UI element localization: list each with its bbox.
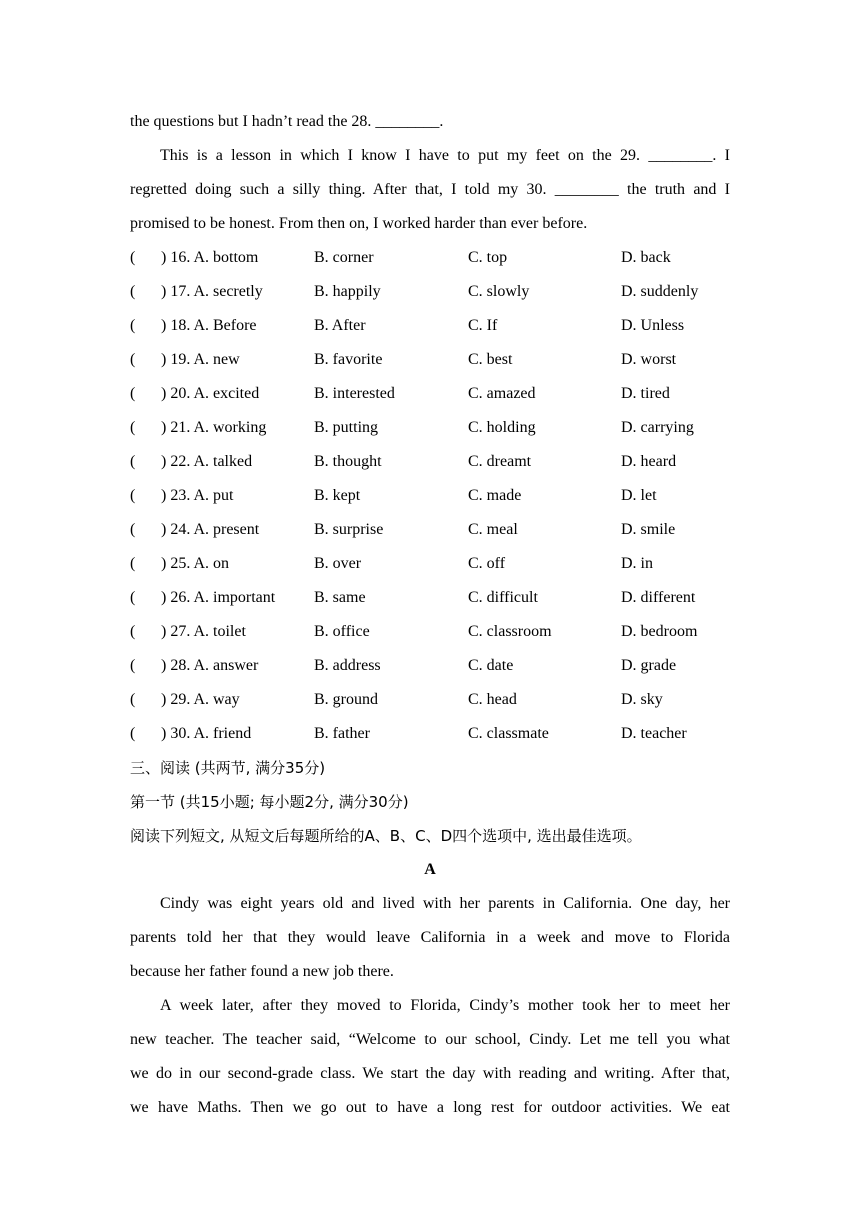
option-b: B. kept [314, 487, 361, 504]
option-d: D. suddenly [621, 283, 699, 300]
answer-bracket: ( [130, 657, 136, 674]
option-a: ) 16. A. bottom [161, 249, 259, 266]
option-a: ) 24. A. present [161, 521, 260, 538]
option-d: D. smile [621, 521, 676, 538]
option-b: B. interested [314, 385, 395, 402]
option-a: ) 23. A. put [161, 487, 234, 504]
option-d: D. Unless [621, 317, 685, 334]
passage-line: This is a lesson in which I know I have to put my feet on the 29. ________. I [160, 147, 730, 164]
option-d: D. heard [621, 453, 677, 470]
option-b: B. surprise [314, 521, 384, 538]
option-c: C. top [468, 249, 508, 266]
question-row [130, 241, 730, 275]
question-row [130, 411, 730, 445]
subsection-heading: 第一节 (共15小题; 每小题2分, 满分30分) [130, 793, 409, 811]
option-c: C. dreamt [468, 453, 532, 470]
option-c: C. off [468, 555, 506, 572]
answer-bracket: ( [130, 283, 136, 300]
answer-bracket: ( [130, 589, 136, 606]
option-b: B. corner [314, 249, 374, 266]
option-a: ) 17. A. secretly [161, 283, 263, 300]
passage-line: promised to be honest. From then on, I worked harder than ever before. [130, 215, 588, 232]
question-row [130, 377, 730, 411]
option-a: ) 19. A. new [161, 351, 240, 368]
question-row [130, 547, 730, 581]
passage-line: we do in our second-grade class. We start the day with reading and writing. After that, [130, 1065, 730, 1082]
question-list [130, 241, 730, 751]
answer-bracket: ( [130, 521, 136, 538]
answer-bracket: ( [130, 351, 136, 368]
answer-bracket: ( [130, 623, 136, 640]
option-a: ) 30. A. friend [161, 725, 252, 742]
passage-line: parents told her that they would leave California in a week and move to Florida [130, 929, 730, 946]
question-row [130, 309, 730, 343]
option-b: B. ground [314, 691, 378, 708]
option-c: C. difficult [468, 589, 538, 606]
answer-bracket: ( [130, 385, 136, 402]
question-row [130, 717, 730, 751]
option-b: B. father [314, 725, 370, 742]
option-d: D. carrying [621, 419, 694, 436]
answer-bracket: ( [130, 419, 136, 436]
option-c: C. amazed [468, 385, 536, 402]
option-a: ) 28. A. answer [161, 657, 259, 674]
option-c: C. best [468, 351, 513, 368]
answer-bracket: ( [130, 249, 136, 266]
option-d: D. in [621, 555, 653, 572]
question-row [130, 479, 730, 513]
passage-line: Cindy was eight years old and lived with her parents in California. One day, her [160, 895, 730, 912]
answer-bracket: ( [130, 725, 136, 742]
passage-label: A [424, 861, 436, 878]
option-b: B. After [314, 317, 366, 334]
question-row [130, 615, 730, 649]
question-row [130, 513, 730, 547]
option-b: B. happily [314, 283, 381, 300]
answer-bracket: ( [130, 453, 136, 470]
option-d: D. tired [621, 385, 670, 402]
passage-line: regretted doing such a silly thing. After that, I told my 30. ________ the truth and I [130, 181, 730, 198]
option-b: B. office [314, 623, 370, 640]
option-a: ) 25. A. on [161, 555, 229, 572]
passage-line: because her father found a new job there. [130, 963, 394, 980]
option-c: C. head [468, 691, 517, 708]
option-c: C. If [468, 317, 498, 334]
question-row [130, 581, 730, 615]
option-c: C. classmate [468, 725, 549, 742]
option-a: ) 18. A. Before [161, 317, 257, 334]
passage-line: we have Maths. Then we go out to have a long rest for outdoor activities. We eat [130, 1099, 730, 1116]
question-row [130, 445, 730, 479]
section-heading: 三、阅读 (共两节, 满分35分) [130, 759, 326, 777]
answer-bracket: ( [130, 317, 136, 334]
option-a: ) 29. A. way [161, 691, 240, 708]
option-b: B. putting [314, 419, 379, 436]
option-d: D. back [621, 249, 671, 266]
page-content [130, 105, 730, 1125]
option-c: C. date [468, 657, 514, 674]
option-d: D. sky [621, 691, 663, 708]
option-a: ) 27. A. toilet [161, 623, 246, 640]
option-c: C. holding [468, 419, 536, 436]
option-b: B. address [314, 657, 381, 674]
question-row [130, 343, 730, 377]
option-b: B. thought [314, 453, 382, 470]
option-a: ) 21. A. working [161, 419, 267, 436]
passage-line: new teacher. The teacher said, “Welcome to our school, Cindy. Let me tell you what [130, 1031, 730, 1048]
option-d: D. worst [621, 351, 677, 368]
option-c: C. slowly [468, 283, 530, 300]
option-d: D. teacher [621, 725, 687, 742]
answer-bracket: ( [130, 487, 136, 504]
option-a: ) 26. A. important [161, 589, 276, 606]
option-b: B. over [314, 555, 362, 572]
option-c: C. classroom [468, 623, 552, 640]
option-b: B. favorite [314, 351, 383, 368]
passage-line: the questions but I hadn’t read the 28. ________. [130, 113, 444, 130]
option-c: C. meal [468, 521, 518, 538]
option-a: ) 22. A. talked [161, 453, 253, 470]
option-d: D. bedroom [621, 623, 698, 640]
question-row [130, 683, 730, 717]
question-row [130, 649, 730, 683]
answer-bracket: ( [130, 555, 136, 572]
option-d: D. let [621, 487, 657, 504]
instruction-text: 阅读下列短文, 从短文后每题所给的A、B、C、D四个选项中, 选出最佳选项。 [130, 827, 642, 845]
question-row [130, 275, 730, 309]
option-a: ) 20. A. excited [161, 385, 260, 402]
option-c: C. made [468, 487, 522, 504]
passage-line: A week later, after they moved to Florida, Cindy’s mother took her to meet her [160, 997, 730, 1014]
answer-bracket: ( [130, 691, 136, 708]
option-b: B. same [314, 589, 366, 606]
option-d: D. different [621, 589, 696, 606]
option-d: D. grade [621, 657, 677, 674]
